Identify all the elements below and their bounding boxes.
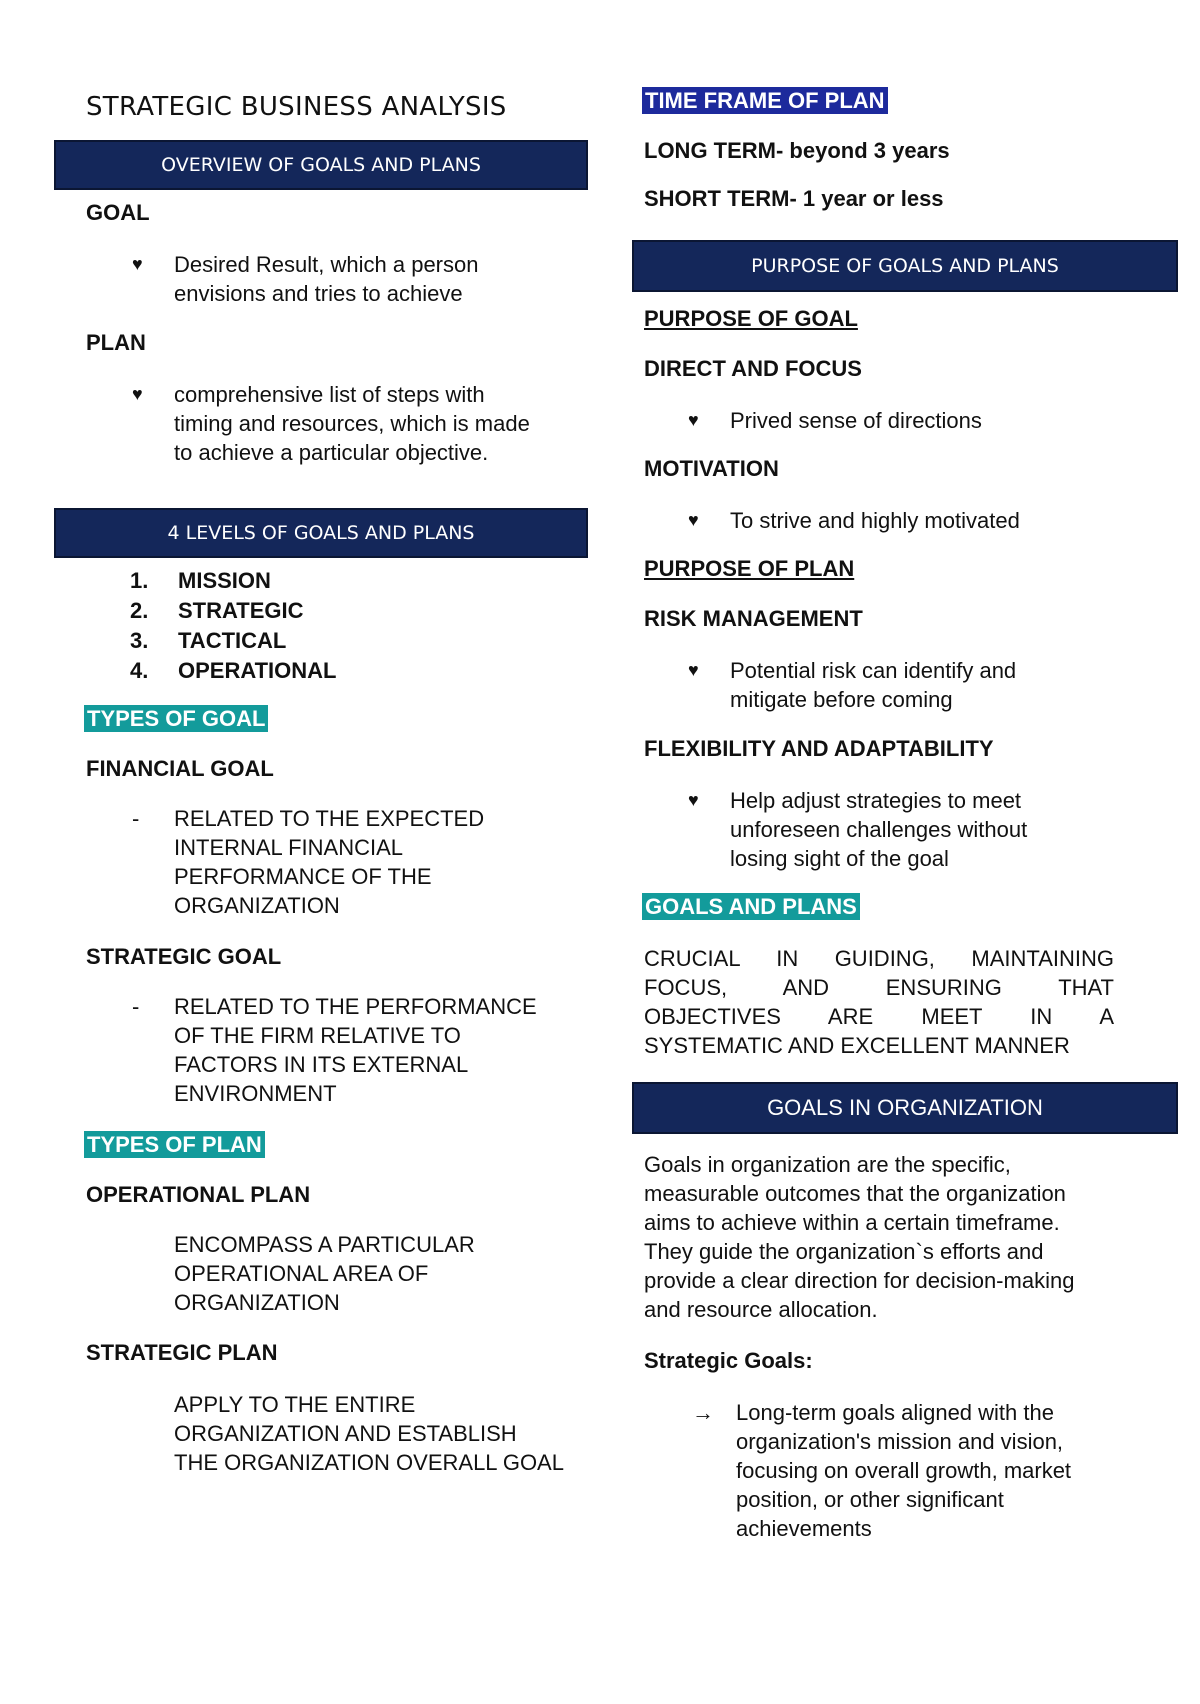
list-item: 4. OPERATIONAL — [130, 658, 337, 683]
plan-definition: comprehensive list of steps with timing and resources, which is made to achieve a particular objective. — [174, 382, 530, 465]
direct-focus-heading: DIRECT AND FOCUS — [644, 356, 862, 381]
operational-plan-text: ENCOMPASS A PARTICULAR OPERATIONAL AREA OF ORGANIZATION — [174, 1232, 475, 1315]
arrow-bullet-icon: → — [692, 1400, 714, 1425]
purpose-of-plan-heading: PURPOSE OF PLAN — [644, 556, 855, 581]
strategic-goals-text: Long-term goals aligned with the organization's mission and vision, focusing on overall growth, market position, or other significant achievements — [736, 1400, 1072, 1541]
types-of-plan-label: TYPES OF PLAN — [84, 1132, 265, 1158]
heart-bullet-icon: ♥ — [688, 660, 699, 680]
list-item: 1. MISSION — [130, 568, 271, 593]
goal-heading: GOAL — [86, 200, 150, 225]
strategic-plan-heading: STRATEGIC PLAN — [86, 1340, 278, 1365]
goals-in-organization-band: GOALS IN ORGANIZATION — [632, 1082, 1178, 1134]
motivation-heading: MOTIVATION — [644, 456, 779, 481]
levels-list — [122, 566, 336, 686]
operational-plan-heading: OPERATIONAL PLAN — [86, 1182, 311, 1207]
heart-bullet-icon: ♥ — [688, 410, 699, 430]
flexibility-heading: FLEXIBILITY AND ADAPTABILITY — [644, 736, 994, 761]
purpose-band: PURPOSE OF GOALS AND PLANS — [632, 240, 1178, 292]
risk-heading: RISK MANAGEMENT — [644, 606, 863, 631]
overview-band: OVERVIEW OF GOALS AND PLANS — [54, 140, 588, 190]
direct-focus-text: Prived sense of directions — [730, 408, 982, 433]
heart-bullet-icon: ♥ — [688, 790, 699, 810]
financial-goal-heading: FINANCIAL GOAL — [86, 756, 274, 781]
long-term-text: LONG TERM- beyond 3 years — [644, 138, 950, 163]
list-item: 3. TACTICAL — [130, 628, 287, 653]
risk-text: Potential risk can identify and mitigate before coming — [730, 658, 1017, 712]
list-item: 2. STRATEGIC — [130, 598, 304, 623]
motivation-text: To strive and highly motivated — [730, 508, 1020, 533]
short-term-text: SHORT TERM- 1 year or less — [644, 186, 944, 211]
strategic-goal-heading: STRATEGIC GOAL — [86, 944, 282, 969]
flexibility-text: Help adjust strategies to meet unforeseen challenges without losing sight of the goal — [730, 788, 1028, 871]
financial-goal-text: RELATED TO THE EXPECTED INTERNAL FINANCIAL PERFORMANCE OF THE ORGANIZATION — [174, 806, 485, 918]
time-frame-label: TIME FRAME OF PLAN — [642, 88, 888, 114]
dash-bullet: - — [132, 994, 140, 1019]
types-of-goal-label: TYPES OF GOAL — [84, 706, 268, 732]
strategic-goal-text: RELATED TO THE PERFORMANCE OF THE FIRM RELATIVE TO FACTORS IN ITS EXTERNAL ENVIRONMENT — [174, 994, 537, 1106]
goals-and-plans-label: GOALS AND PLANS — [642, 894, 860, 920]
plan-heading: PLAN — [86, 330, 146, 355]
dash-bullet: - — [132, 806, 140, 831]
purpose-of-goal-heading: PURPOSE OF GOAL — [644, 306, 858, 331]
goal-definition: Desired Result, which a person envisions and tries to achieve — [174, 252, 479, 306]
heart-bullet-icon: ♥ — [132, 384, 143, 404]
heart-bullet-icon: ♥ — [132, 254, 143, 274]
crucial-paragraph: CRUCIAL IN GUIDING, MAINTAINING FOCUS, AND ENSURING THAT OBJECTIVES ARE MEET IN A SYSTEMATIC AND EXCELLENT MANNER — [644, 946, 1114, 1058]
levels-band: 4 LEVELS OF GOALS AND PLANS — [54, 508, 588, 558]
strategic-goals-heading: Strategic Goals: — [644, 1348, 813, 1373]
page-title: STRATEGIC BUSINESS ANALYSIS — [86, 92, 507, 122]
organization-paragraph: Goals in organization are the specific, measurable outcomes that the organization aims to achieve within a certain timeframe. They guide the organization`s efforts and provide a clear direction for decision-making and resource allocation. — [644, 1152, 1075, 1322]
strategic-plan-text: APPLY TO THE ENTIRE ORGANIZATION AND ESTABLISH THE ORGANIZATION OVERALL GOAL — [174, 1392, 564, 1475]
heart-bullet-icon: ♥ — [688, 510, 699, 530]
